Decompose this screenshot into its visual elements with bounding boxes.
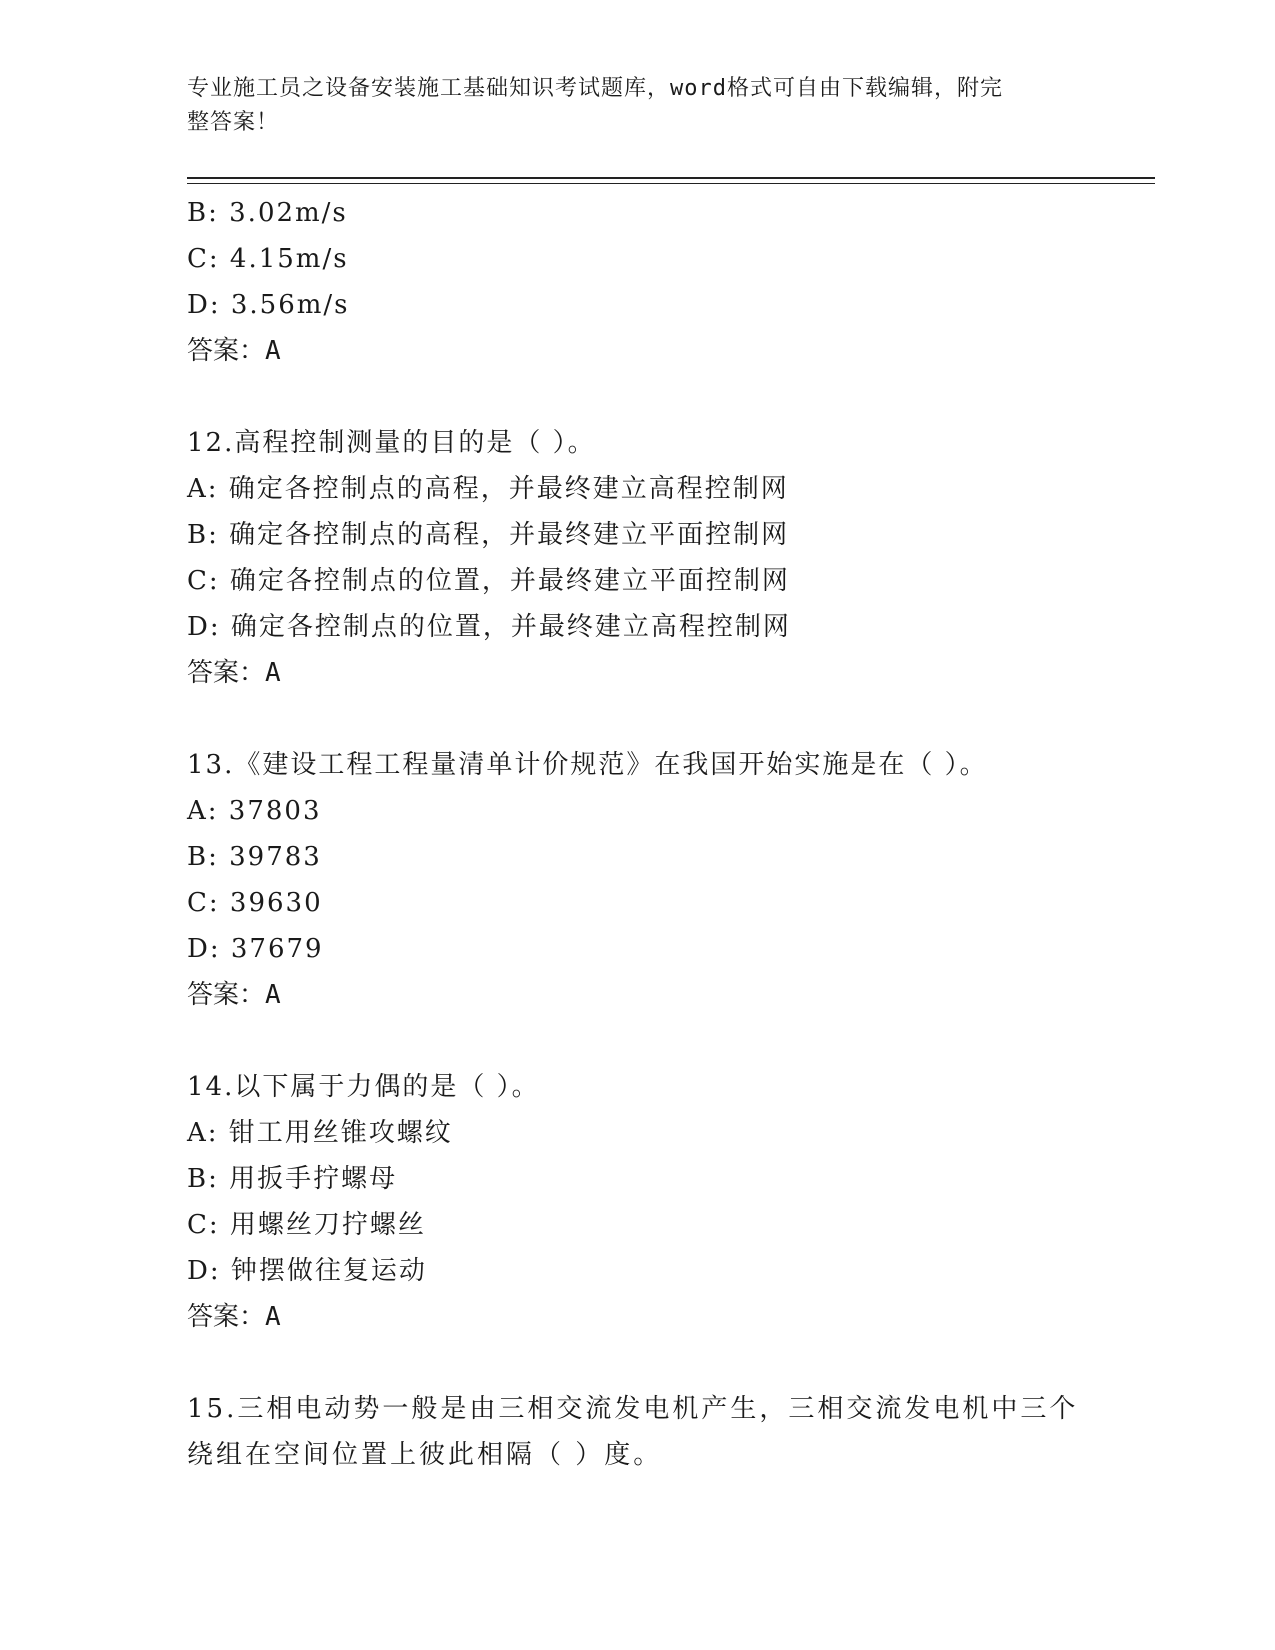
option-c: C: 4.15m/s — [187, 244, 349, 274]
answer-line: 答案：A — [187, 1302, 281, 1332]
option-b: B: 确定各控制点的高程，并最终建立平面控制网 — [187, 520, 790, 550]
question-stem-line-1: 15.三相电动势一般是由三相交流发电机产生，三相交流发电机中三个 — [187, 1394, 1079, 1424]
spacer — [187, 374, 1155, 420]
option-c: C: 确定各控制点的位置，并最终建立平面控制网 — [187, 566, 790, 596]
header-divider-thin — [187, 183, 1155, 184]
document-header — [187, 72, 1087, 140]
question-stem: 12.高程控制测量的目的是（ ）。 — [187, 428, 596, 458]
option-b: B: 3.02m/s — [187, 198, 348, 228]
question-12 — [187, 420, 1155, 696]
option-a: A: 钳工用丝锥攻螺纹 — [187, 1118, 453, 1148]
header-title-line-1: 专业施工员之设备安装施工基础知识考试题库，word格式可自由下载编辑，附完 — [187, 76, 1003, 101]
header-title-line-2: 整答案！ — [187, 110, 280, 135]
option-b: B: 39783 — [187, 842, 322, 872]
answer-line: 答案：A — [187, 658, 281, 688]
spacer — [187, 1340, 1155, 1386]
spacer — [187, 696, 1155, 742]
question-list — [187, 190, 1155, 1478]
question-stem-line-2: 绕组在空间位置上彼此相隔（ ）度。 — [187, 1440, 663, 1470]
option-d: D: 钟摆做往复运动 — [187, 1256, 427, 1286]
option-c: C: 用螺丝刀拧螺丝 — [187, 1210, 426, 1240]
question-13 — [187, 742, 1155, 1018]
option-d: D: 37679 — [187, 934, 324, 964]
question-11-tail — [187, 190, 1155, 374]
option-d: D: 确定各控制点的位置，并最终建立高程控制网 — [187, 612, 791, 642]
option-a: A: 37803 — [187, 796, 322, 826]
option-b: B: 用扳手拧螺母 — [187, 1164, 398, 1194]
answer-line: 答案：A — [187, 980, 281, 1010]
option-c: C: 39630 — [187, 888, 323, 918]
answer-line: 答案：A — [187, 336, 281, 366]
question-stem: 13.《建设工程工程量清单计价规范》在我国开始实施是在（ ）。 — [187, 750, 988, 780]
question-stem: 14.以下属于力偶的是（ ）。 — [187, 1072, 540, 1102]
question-15 — [187, 1386, 1087, 1478]
option-d: D: 3.56m/s — [187, 290, 350, 320]
spacer — [187, 1018, 1155, 1064]
question-14 — [187, 1064, 1155, 1340]
header-divider-thick — [187, 177, 1155, 179]
option-a: A: 确定各控制点的高程，并最终建立高程控制网 — [187, 474, 789, 504]
